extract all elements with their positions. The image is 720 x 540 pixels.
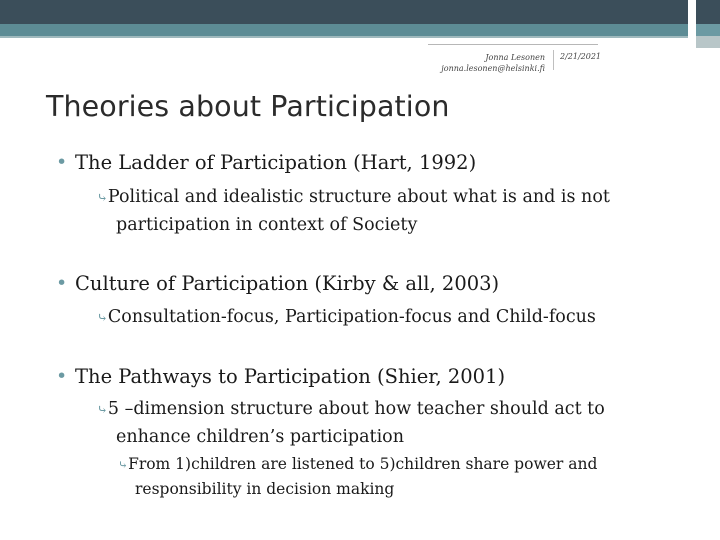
top-bar-teal-corner <box>696 24 720 36</box>
sub-bullet-text: Consultation-focus, Participation-focus and Child-focus <box>107 307 596 327</box>
bullet-dot-icon: • <box>56 272 68 294</box>
slide-title: Theories about Participation <box>46 90 450 123</box>
sub-sub-bullet-text: From 1)children are listened to 5)children share power and <box>128 455 598 473</box>
bullet-dot-icon: • <box>56 365 68 387</box>
sub-bullet-text: 5 –dimension structure about how teacher should act to <box>107 399 605 419</box>
sub-sub-bullet-text-cont: responsibility in decision making <box>135 480 395 498</box>
header-rule <box>428 44 598 45</box>
top-bar-gap <box>688 0 696 48</box>
curved-arrow-icon: ⤷ <box>97 191 108 206</box>
bullet-text: Culture of Participation (Kirby & all, 2003) <box>75 272 500 295</box>
bullet-dot-icon: • <box>56 151 68 173</box>
sub-sub-bullet-item <box>118 452 597 501</box>
top-bar-dark <box>0 0 688 24</box>
top-bar-gray-corner <box>696 36 720 48</box>
header-date: 2/21/2021 <box>560 52 602 61</box>
sub-bullet-text: Political and idealistic structure about what is and is not <box>107 187 610 207</box>
top-bar-dark-corner <box>696 0 720 24</box>
author-name: Jonna Lesonen <box>485 53 545 62</box>
sub-bullet-text-cont: enhance children’s participation <box>116 427 404 447</box>
author-email: jonna.lesonen@helsinki.fi <box>441 64 545 73</box>
bullet-text: The Pathways to Participation (Shier, 2001) <box>75 365 506 388</box>
curved-arrow-icon: ⤷ <box>97 403 108 418</box>
sub-bullet-text-cont: participation in context of Society <box>116 215 418 235</box>
sub-bullet-item <box>97 304 596 332</box>
header-separator <box>553 50 554 70</box>
curved-arrow-icon: ⤷ <box>97 311 108 326</box>
curved-arrow-icon: ⤷ <box>118 458 129 472</box>
top-bar-teal <box>0 24 688 36</box>
bullet-text: The Ladder of Participation (Hart, 1992) <box>75 151 477 174</box>
sub-bullet-item <box>97 184 610 238</box>
sub-bullet-item <box>97 396 605 450</box>
header-author <box>420 52 545 74</box>
top-bar-light <box>0 36 688 38</box>
